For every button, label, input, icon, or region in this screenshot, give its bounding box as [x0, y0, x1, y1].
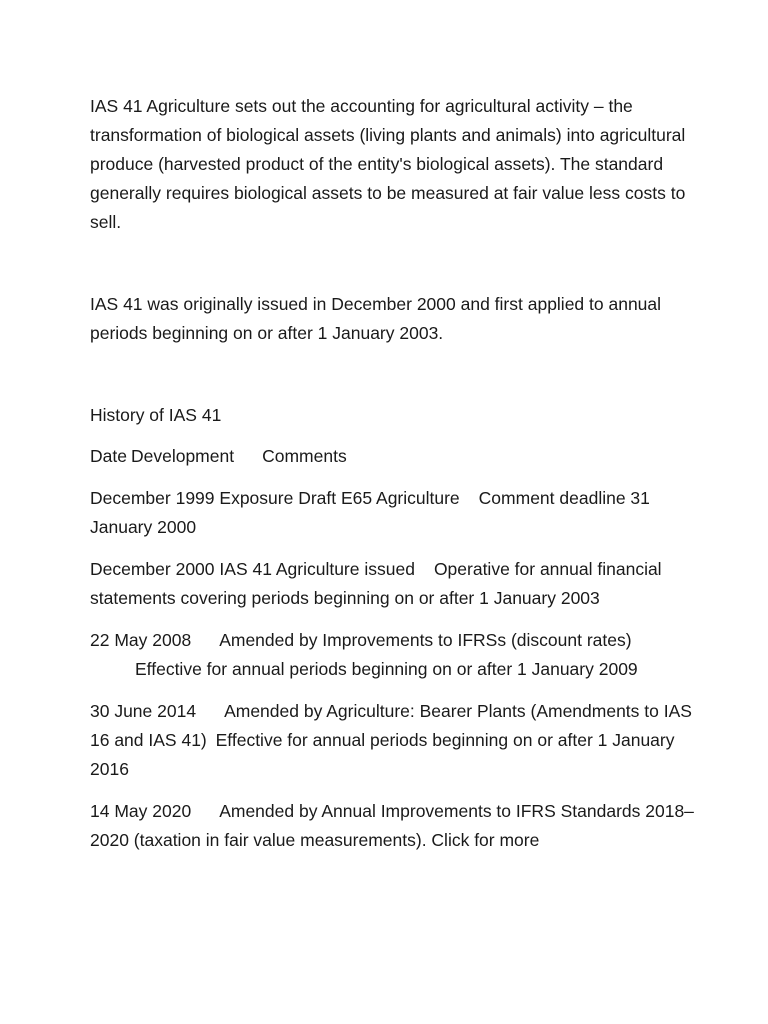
- entry-development: Exposure Draft E65 Agriculture: [219, 488, 460, 508]
- intro-paragraph: IAS 41 Agriculture sets out the accounting for agricultural activity – the transformation of biological assets (living plants and animals) into agricultural produce (harvested product of the entity's biological assets). The standard generally requires biological assets to be measured at fair value less costs to sell.: [90, 96, 686, 232]
- header-development: Development: [130, 446, 235, 466]
- entry-comments: Operative for annual financial statements covering periods beginning on or after 1 January 2003: [90, 559, 662, 608]
- history-entry: [90, 484, 700, 542]
- header-comments: Comments: [262, 446, 347, 466]
- entry-comments: Effective for annual periods beginning on or after 1 January 2009: [135, 659, 638, 679]
- entry-development: Amended by Annual Improvements to IFRS Standards 2018–2020 (taxation in fair value measurements). Click for more: [90, 801, 694, 850]
- history-heading: History of IAS 41: [90, 405, 222, 425]
- issued-paragraph: IAS 41 was originally issued in December 2000 and first applied to annual periods beginning on or after 1 January 2003.: [90, 294, 662, 343]
- history-entry: [90, 555, 700, 613]
- history-entry: [90, 797, 700, 855]
- entry-development: Amended by Improvements to IFRSs (discount rates): [219, 630, 632, 650]
- entry-date: December 2000: [90, 559, 215, 579]
- document-body: [90, 92, 700, 868]
- entry-comments: Effective for annual periods beginning on or after 1 January 2016: [90, 730, 675, 779]
- entry-date: 14 May 2020: [90, 801, 192, 821]
- header-date: Date: [90, 446, 127, 466]
- entry-development: IAS 41 Agriculture issued: [219, 559, 415, 579]
- entry-comments: Comment deadline 31 January 2000: [90, 488, 650, 537]
- history-entry: [90, 626, 700, 684]
- entry-development: Amended by Agriculture: Bearer Plants (Amendments to IAS 16 and IAS 41): [90, 701, 692, 750]
- entry-date: December 1999: [90, 488, 215, 508]
- history-entry: [90, 697, 700, 784]
- entry-date: 30 June 2014: [90, 701, 197, 721]
- history-table-header: [90, 442, 700, 471]
- entry-date: 22 May 2008: [90, 630, 192, 650]
